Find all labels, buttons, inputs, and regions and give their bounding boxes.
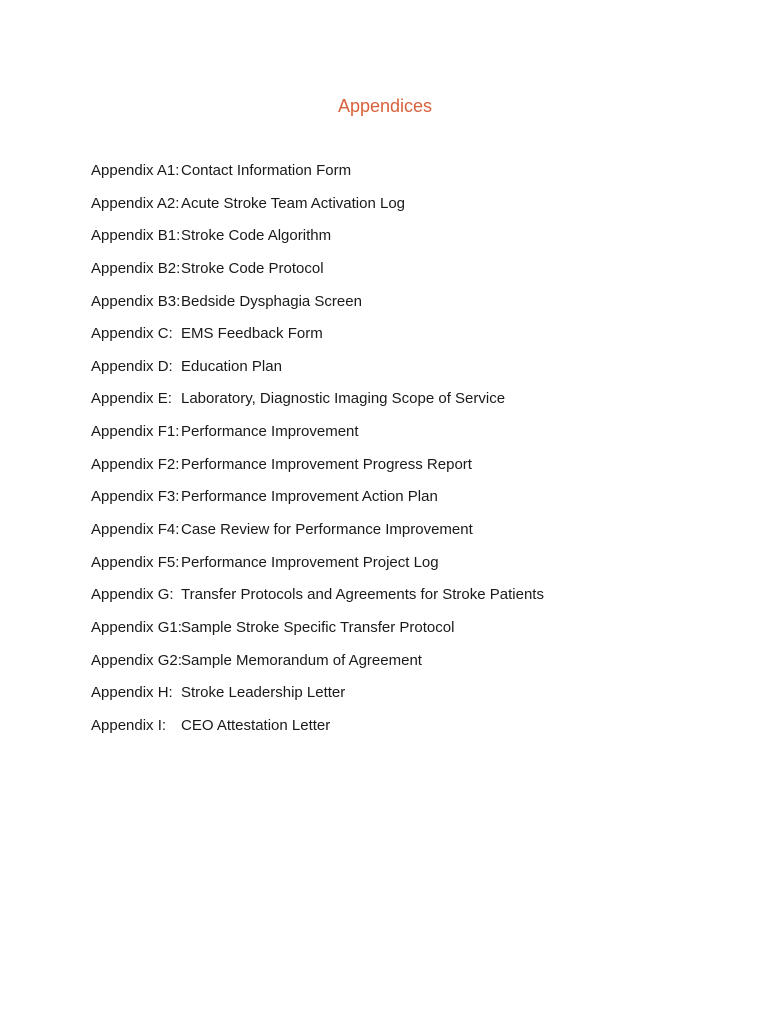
appendix-entry	[91, 192, 544, 225]
appendix-name: Bedside Dysphagia Screen	[181, 292, 362, 310]
appendix-name: CEO Attestation Letter	[181, 716, 331, 734]
appendix-name: Performance Improvement Progress Report	[181, 455, 472, 473]
appendix-name: Sample Memorandum of Agreement	[181, 651, 422, 669]
appendix-label: Appendix D:	[91, 357, 173, 375]
appendix-entry	[91, 714, 544, 747]
appendix-name: Laboratory, Diagnostic Imaging Scope of Service	[181, 390, 506, 408]
appendix-name: EMS Feedback Form	[181, 325, 323, 343]
appendix-entry	[91, 649, 544, 682]
appendix-label: Appendix F3:	[91, 488, 180, 506]
appendix-label: Appendix G1:	[91, 618, 182, 636]
appendix-label: Appendix A2:	[91, 194, 180, 212]
appendix-name: Contact Information Form	[181, 162, 352, 179]
appendix-entry	[91, 616, 544, 649]
appendix-name: Performance Improvement Project Log	[181, 553, 439, 571]
appendix-entry	[91, 681, 544, 714]
appendix-name: Performance Improvement Action Plan	[181, 488, 438, 506]
appendix-entry	[91, 322, 544, 355]
appendix-label: Appendix A1:	[91, 162, 180, 179]
appendix-name: Case Review for Performance Improvement	[181, 521, 473, 539]
appendix-list	[91, 159, 544, 747]
appendix-entry	[91, 485, 544, 518]
appendix-name: Transfer Protocols and Agreements for Stroke Patients	[181, 586, 544, 604]
appendix-label: Appendix B2:	[91, 259, 181, 277]
appendix-label: Appendix H:	[91, 684, 173, 702]
appendix-entry	[91, 420, 544, 453]
appendix-name: Stroke Leadership Letter	[181, 684, 346, 702]
appendix-name: Education Plan	[181, 357, 282, 375]
appendix-entry	[91, 583, 544, 616]
appendix-name: Performance Improvement	[181, 423, 359, 441]
appendix-name: Stroke Code Protocol	[181, 259, 324, 277]
appendix-name: Stroke Code Algorithm	[181, 227, 332, 245]
appendix-label: Appendix G2:	[91, 651, 182, 669]
appendix-label: Appendix F1:	[91, 423, 180, 441]
appendix-name: Acute Stroke Team Activation Log	[181, 194, 406, 212]
appendix-label: Appendix F2:	[91, 455, 180, 473]
page-title: Appendices	[337, 96, 433, 116]
appendix-entry	[91, 551, 544, 584]
appendix-label: Appendix F5:	[91, 553, 180, 571]
appendix-entry	[91, 518, 544, 551]
appendix-name: Sample Stroke Specific Transfer Protocol	[181, 618, 455, 636]
appendix-label: Appendix C:	[91, 325, 173, 343]
appendix-label: Appendix E:	[91, 390, 172, 408]
appendix-label: Appendix B1:	[91, 227, 181, 245]
appendix-label: Appendix G:	[91, 586, 174, 604]
appendix-label: Appendix B3:	[91, 292, 181, 310]
appendix-entry	[91, 159, 544, 192]
appendix-entry	[91, 257, 544, 290]
appendix-label: Appendix F4:	[91, 521, 180, 539]
appendix-entry	[91, 355, 544, 388]
appendix-label: Appendix I:	[91, 716, 167, 734]
appendix-entry	[91, 453, 544, 486]
appendix-entry	[91, 224, 544, 257]
appendix-entry	[91, 387, 544, 420]
appendix-entry	[91, 290, 544, 323]
